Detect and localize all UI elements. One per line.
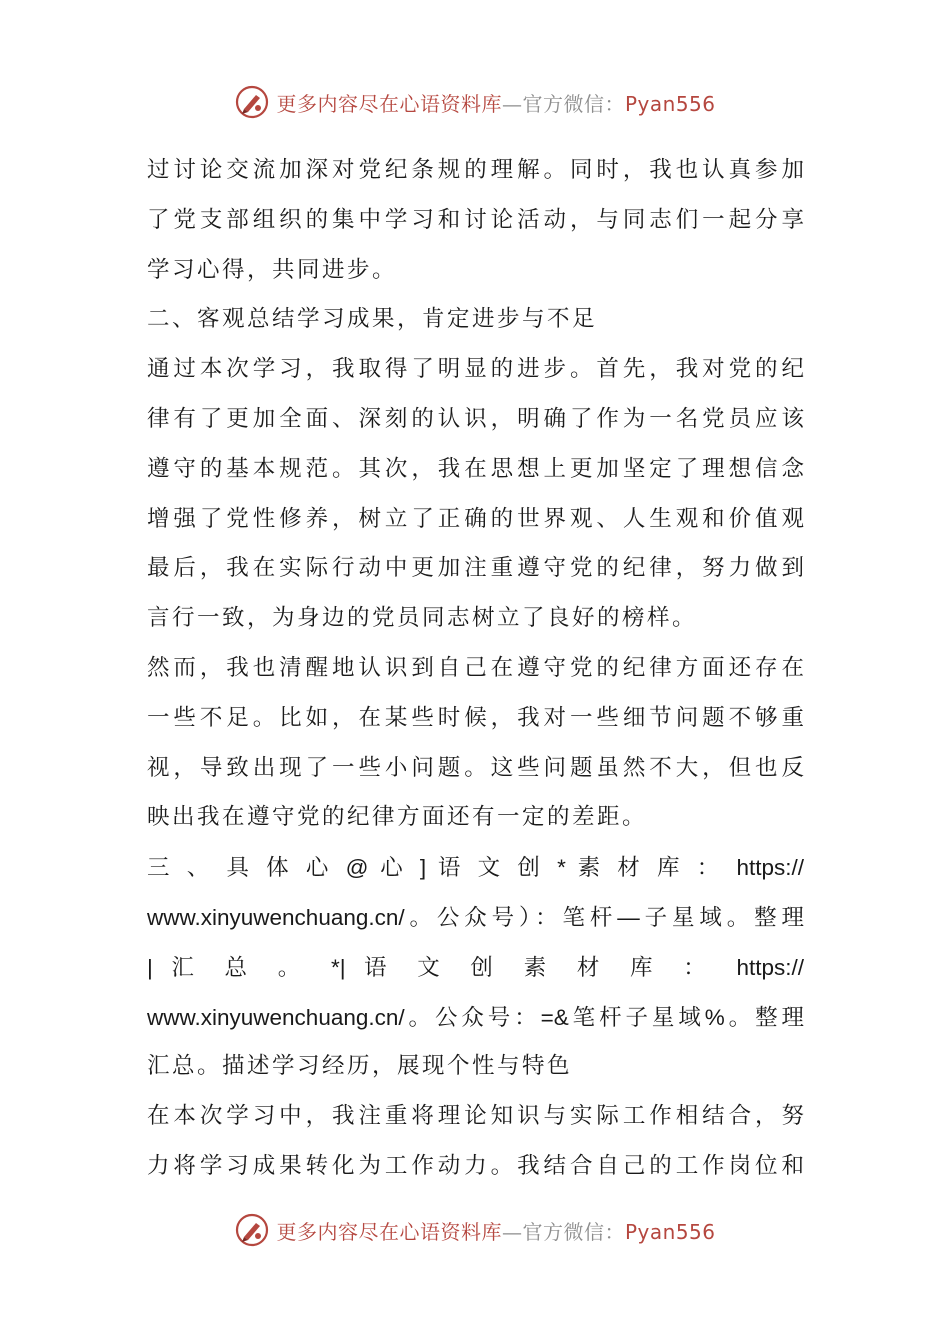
footer-brand: 更多内容尽在心语资料库 [276, 1219, 502, 1244]
body-line: 通过本次学习，我取得了明显的进步。首先，我对党的纪 [147, 356, 804, 383]
header-separator: — [501, 91, 523, 116]
watermark-line: | 汇 总 。 *| 语 文 创 素 材 库 ： https:// [147, 954, 804, 980]
body-line: 增强了党性修养，树立了正确的世界观、人生观和价值观 [147, 505, 804, 532]
footer-separator: — [501, 1219, 523, 1244]
document-body [147, 146, 804, 1192]
body-line: 最后，我在实际行动中更加注重遵守党的纪律，努力做到 [147, 555, 804, 582]
body-line: 映出我在遵守党的纪律方面还有一定的差距。 [147, 804, 648, 831]
header-brand: 更多内容尽在心语资料库 [276, 91, 502, 116]
body-line: 然而，我也清醒地认识到自己在遵守党的纪律方面还存在 [147, 654, 804, 681]
footer-banner [0, 1210, 950, 1250]
body-line: 过讨论交流加深对党纪条规的理解。同时，我也认真参加 [147, 157, 804, 183]
body-line: 学习心得，共同进步。 [147, 256, 398, 283]
section-heading: 二、客观总结学习成果，肯定进步与不足 [147, 306, 598, 333]
body-line: 一些不足。比如，在某些时候，我对一些细节问题不够重 [147, 704, 804, 731]
header-wechat-id: Pyan556 [624, 91, 716, 116]
body-line: 在本次学习中，我注重将理论知识与实际工作相结合，努 [147, 1103, 804, 1130]
section-heading-watermark: 三 、 具 体 心 @ 心 ] 语 文 创 * 素 材 库 ： https:// [147, 855, 804, 881]
body-line: 遵守的基本规范。其次，我在思想上更加坚定了理想信念 [147, 455, 804, 482]
pen-seal-icon [234, 1212, 270, 1248]
watermark-line: www.xinyuwenchuang.cn/。公众号）：笔杆—子星域。整理 [147, 904, 804, 930]
header-wechat-label: 官方微信： [522, 91, 625, 116]
pen-seal-icon [234, 84, 270, 120]
body-line: 视，导致出现了一些小问题。这些问题虽然不大，但也反 [147, 754, 804, 781]
watermark-line: www.xinyuwenchuang.cn/。公众号：=&笔杆子星域%。整理 [147, 1004, 804, 1030]
footer-banner-text [276, 1216, 715, 1245]
footer-wechat-label: 官方微信： [522, 1219, 625, 1244]
body-line: 了党支部组织的集中学习和讨论活动，与同志们一起分享 [147, 206, 804, 233]
header-banner-text [276, 88, 715, 117]
body-line: 言行一致，为身边的党员同志树立了良好的榜样。 [147, 605, 698, 632]
header-banner [0, 82, 950, 122]
footer-wechat-id: Pyan556 [624, 1219, 716, 1244]
body-line: 力将学习成果转化为工作动力。我结合自己的工作岗位和 [147, 1152, 804, 1179]
body-line: 汇总。描述学习经历，展现个性与特色 [147, 1053, 573, 1080]
body-line: 律有了更加全面、深刻的认识，明确了作为一名党员应该 [147, 405, 804, 432]
